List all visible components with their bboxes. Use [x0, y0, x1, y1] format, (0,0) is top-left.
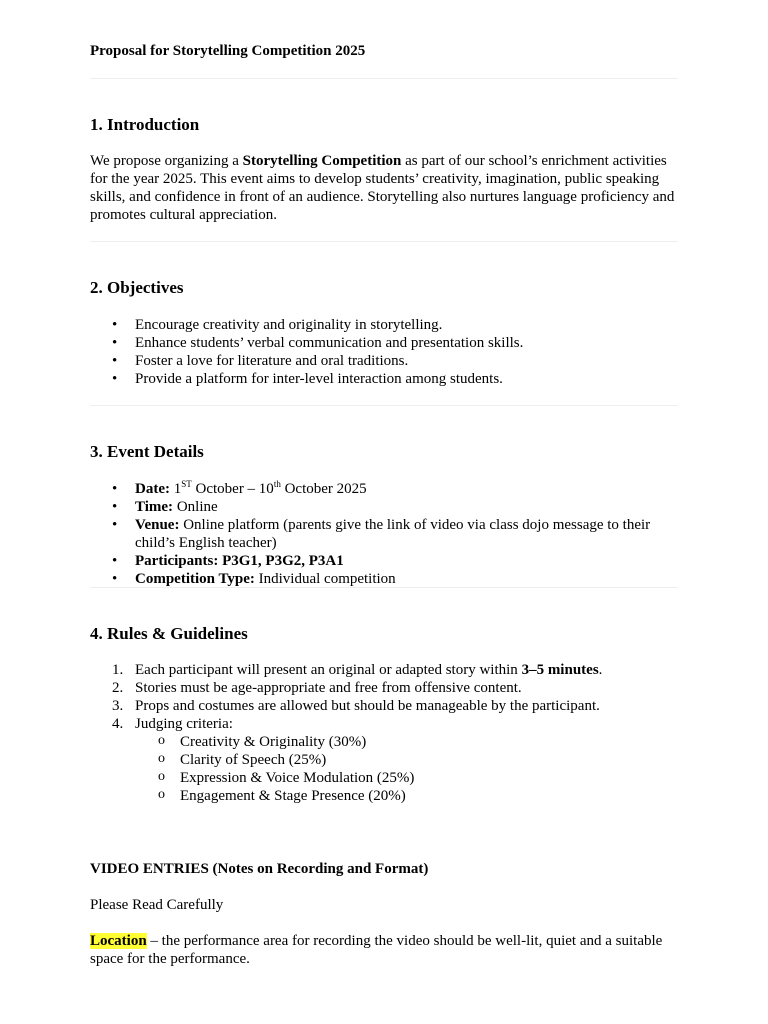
rules-heading: 4. Rules & Guidelines	[90, 624, 248, 643]
rule-number: 3.	[112, 698, 124, 714]
rules-list	[90, 661, 680, 805]
competition-type-value: Individual competition	[254, 571, 396, 587]
rule-text-start: Each participant will present an original or adapted story within	[135, 662, 522, 678]
competition-type-label: Competition Type:	[135, 571, 255, 587]
rule-item	[90, 661, 680, 679]
divider	[90, 78, 678, 79]
rule-number: 2.	[112, 680, 124, 696]
introduction-paragraph	[90, 152, 680, 224]
criteria-item: o Creativity & Originality (30%)	[135, 733, 680, 751]
rule-number: 4.	[112, 716, 124, 732]
objective-item: • Foster a love for literature and oral traditions.	[90, 352, 680, 370]
rule-number: 1.	[112, 662, 124, 678]
date-suffix-start: ST	[181, 479, 192, 489]
intro-text-start: We propose organizing a	[90, 153, 243, 169]
objective-item: • Provide a platform for inter-level interaction among students.	[90, 370, 680, 388]
event-participants-item	[90, 552, 680, 570]
judging-criteria-list	[135, 733, 680, 805]
rule-text: Stories must be age-appropriate and free from offensive content.	[135, 680, 522, 696]
objective-item: • Enhance students’ verbal communication and presentation skills.	[90, 334, 680, 352]
objective-item: • Encourage creativity and originality in storytelling.	[90, 316, 680, 334]
objectives-list	[90, 316, 680, 388]
introduction-heading: 1. Introduction	[90, 115, 200, 134]
date-day-start: 1	[169, 481, 182, 497]
rule-text: Judging criteria:	[135, 716, 233, 732]
divider	[90, 587, 678, 588]
time-value: Online	[173, 499, 218, 515]
criteria-item: o Engagement & Stage Presence (20%)	[135, 787, 680, 805]
rule-text: Props and costumes are allowed but should be manageable by the participant.	[135, 698, 600, 714]
rule-duration: 3–5 minutes	[521, 662, 599, 678]
location-paragraph	[90, 932, 680, 968]
time-label: Time:	[135, 499, 174, 515]
date-end: October 2025	[280, 481, 367, 497]
intro-text-bold: Storytelling Competition	[242, 153, 402, 169]
venue-label: Venue:	[135, 517, 180, 533]
date-suffix-end: th	[273, 479, 281, 489]
location-label: Location	[90, 933, 147, 949]
criteria-item: o Expression & Voice Modulation (25%)	[135, 769, 680, 787]
divider	[90, 405, 678, 406]
event-venue-item	[90, 516, 680, 552]
event-details-heading: 3. Event Details	[90, 442, 204, 461]
venue-value: Online platform (parents give the link of video via class dojo message to their child’s English teacher)	[135, 517, 651, 551]
video-entries-note: Please Read Carefully	[90, 897, 224, 913]
document-title: Proposal for Storytelling Competition 2025	[90, 43, 366, 59]
event-details-list	[90, 480, 680, 588]
rule-item	[90, 715, 680, 805]
participants-label: Participants: P3G1, P3G2, P3A1	[135, 553, 344, 569]
rule-item	[90, 697, 680, 715]
video-entries-heading: VIDEO ENTRIES (Notes on Recording and Format)	[90, 861, 429, 877]
objectives-heading: 2. Objectives	[90, 278, 184, 297]
intro-text-end: as part of our school’s enrichment activities for the year 2025. This event aims to develop students’ creativity, imagination, public speaking skills, and confidence in front of an audience. Storytelling also nurtures language proficiency and promotes cultural appreciation.	[90, 153, 675, 223]
event-time-item	[90, 498, 680, 516]
date-label: Date:	[135, 481, 170, 497]
date-middle: October – 10	[191, 481, 274, 497]
event-date-item	[90, 480, 680, 498]
rule-item	[90, 679, 680, 697]
criteria-item: o Clarity of Speech (25%)	[135, 751, 680, 769]
rule-text-end: .	[598, 662, 603, 678]
location-text: – the performance area for recording the video should be well-lit, quiet and a suitable space for the performance.	[90, 933, 663, 967]
divider	[90, 241, 678, 242]
event-type-item	[90, 570, 680, 588]
